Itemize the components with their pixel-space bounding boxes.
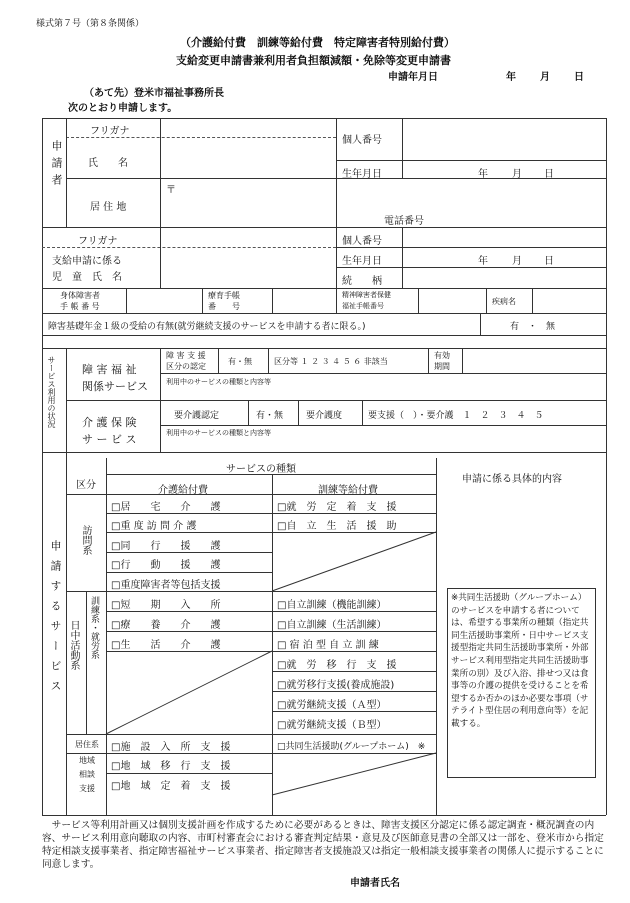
child-relation-label: 続 柄 <box>342 276 382 287</box>
checkbox-community-settlement[interactable]: □地 域 定 着 支 援 <box>111 781 231 792</box>
support-cert-line2: 区分の認定 <box>166 362 206 371</box>
day-activity-sub-label: 訓練系・就労系 <box>89 596 99 659</box>
applicant-section-label: 申請者 <box>50 140 63 191</box>
checkbox-living-care[interactable]: □生 活 介 護 <box>111 640 221 651</box>
applicant-my-number-label: 個人番号 <box>342 135 382 146</box>
validity-line1: 有効 <box>434 351 450 360</box>
child-birth-year: 年 <box>478 256 488 267</box>
checkbox-group-home[interactable]: □共同生活援助(グループホーム) ※ <box>277 742 426 752</box>
support-cert-line1: 障 害 支 援 <box>166 351 206 360</box>
services-section-label: 申請するサービス <box>49 540 62 700</box>
support-cert-yes-no: 有・無 <box>228 357 252 366</box>
welfare-in-use-label: 利用中のサービスの種類と内容等 <box>166 378 271 386</box>
checkbox-facility-admission[interactable]: □施 設 入 所 支 援 <box>111 742 231 753</box>
residence-category-label: 居住系 <box>75 740 99 749</box>
category-header: 区分 <box>76 480 96 491</box>
usage-section-label: サービス利用の状況 <box>47 356 56 428</box>
welfare-services-line2: 関係サービス <box>82 380 148 393</box>
child-furigana-label: フリガナ <box>78 236 118 247</box>
postal-mark: 〒 <box>166 185 176 196</box>
care-insurance-line1: 介 護 保 険 <box>82 416 137 429</box>
form-title-line1: （介護給付費 訓練等給付費 特定障害者特別給付費） <box>180 36 455 49</box>
applicant-birth-month: 月 <box>512 169 522 180</box>
physical-handbook-line2: 手 帳 番 号 <box>60 302 100 311</box>
welfare-services-line1: 障 害 福 祉 <box>82 363 137 376</box>
day-activity-category-label: 日中活動系 <box>68 620 79 670</box>
child-birth-day: 日 <box>544 256 554 267</box>
pension-options: 有 ・ 無 <box>510 322 556 332</box>
date-day: 日 <box>574 72 584 83</box>
checkbox-continued-employment-b[interactable]: □就労継続支援（Ｂ型） <box>277 720 387 731</box>
child-birth-date-label: 生年月日 <box>342 256 382 267</box>
checkbox-continued-employment-a[interactable]: □就労継続支援（Ａ型） <box>277 700 387 711</box>
checkbox-accompany-assist[interactable]: □同 行 援 護 <box>111 541 221 552</box>
applicant-birth-date-label: 生年月日 <box>342 169 382 180</box>
physical-handbook-line1: 身体障害者 <box>60 291 100 300</box>
form-number: 様式第７号（第８条関係） <box>36 19 145 29</box>
group-home-note: ※共同生活援助（グループホーム）のサービスを申請する者については、希望する事業所の種類（指定共同生活援助事業所・日中サービス支援型指定共同生活援助事業所・外部サービス利用型指定共同生活援助事業所の別）及び入浴、排せつ又は食事等の介護の提供を受けることを希望するか否かのほか必要な事項（サテライト型住居の利用意向等）を記載する。 <box>451 593 589 729</box>
visit-category-label: 訪問系 <box>80 525 91 555</box>
date-month: 月 <box>540 72 550 83</box>
disease-label: 疾病名 <box>492 297 516 306</box>
care-level-scale: 要支援（ ）・要介護 １ ２ ３ ４ ５ <box>368 411 544 421</box>
care-level-label: 要介護度 <box>306 411 343 421</box>
checkbox-short-stay[interactable]: □短 期 入 所 <box>111 600 221 611</box>
date-label: 申請年月日 <box>388 72 438 83</box>
mental-handbook-line2: 福祉手帳番号 <box>342 302 384 310</box>
checkbox-employment-transition-training[interactable]: □就労移行支援(養成施設) <box>277 680 395 691</box>
checkbox-medical-care[interactable]: □療 養 介 護 <box>111 620 221 631</box>
applicant-name-label: 氏 名 <box>88 158 128 169</box>
validity-line2: 期間 <box>434 362 450 371</box>
care-cert-label: 要介護認定 <box>174 411 220 421</box>
rehab-handbook-line2: 番 号 <box>208 302 240 311</box>
care-insurance-line2: サ ー ビ ス <box>82 433 137 446</box>
checkbox-residential-training[interactable]: □ 宿 泊 型 自 立 訓 練 <box>277 640 379 651</box>
training-benefits-header: 訓練等給付費 <box>318 485 378 496</box>
intro-text: 次のとおり申請します。 <box>68 103 178 114</box>
consult-category-line1: 地域 <box>79 756 95 765</box>
applicant-birth-year: 年 <box>478 169 488 180</box>
care-benefits-header: 介護給付費 <box>158 485 208 496</box>
service-types-header: サービスの種類 <box>226 464 296 475</box>
checkbox-severe-visit-care[interactable]: □重 度 訪 問 介 護 <box>111 521 197 532</box>
child-birth-month: 月 <box>512 256 522 267</box>
signature-label: 申請者氏名 <box>350 878 400 889</box>
child-label-line2: 児 童 氏 名 <box>52 272 122 283</box>
consult-category-line3: 支援 <box>79 784 95 793</box>
checkbox-comprehensive-support[interactable]: □重度障害者等包括支援 <box>111 580 221 591</box>
checkbox-functional-training[interactable]: □自立訓練（機能訓練） <box>277 600 387 611</box>
form-title-line2: 支給変更申請書兼利用者負担額減額・免除等変更申請書 <box>176 54 451 67</box>
care-cert-yes-no: 有・無 <box>256 411 284 421</box>
checkbox-community-transition[interactable]: □地 域 移 行 支 援 <box>111 761 231 772</box>
applicant-phone-label: 電話番号 <box>384 216 424 227</box>
applicant-birth-day: 日 <box>544 169 554 180</box>
applicant-furigana-label: フリガナ <box>90 126 130 137</box>
checkbox-employment-transition[interactable]: □就 労 移 行 支 援 <box>277 660 397 671</box>
checkbox-independent-living[interactable]: □自 立 生 活 援 助 <box>277 521 397 532</box>
checkbox-employment-retention[interactable]: □就 労 定 着 支 援 <box>277 502 397 513</box>
care-in-use-label: 利用中のサービスの種類と内容等 <box>166 429 271 437</box>
support-class-scale: 区分等 １ ２ ３ ４ ５ ６ 非該当 <box>274 357 388 366</box>
checkbox-home-care[interactable]: □居 宅 介 護 <box>111 502 221 513</box>
child-my-number-label: 個人番号 <box>342 236 382 247</box>
consult-category-line2: 相談 <box>79 770 95 779</box>
details-header: 申請に係る具体的内容 <box>462 474 562 485</box>
pension-question: 障害基礎年金１級の受給の有無(就労継続支援のサービスを申請する者に限る。) <box>48 322 366 332</box>
applicant-address-label: 居 住 地 <box>90 202 127 213</box>
rehab-handbook-line1: 療育手帳 <box>208 291 240 300</box>
consent-text: サービス等利用計画又は個別支援計画を作成するために必要があるときは、障害支援区分認定に係る認定調査・概況調査の内容、サービス利用意向聴取の内容、市町村審査会における審査判定結果・意見及び医師意見書の全部又は一部を、登米市から指定特定相談支援事業者、指定障害福祉サービス事業者、指定障害者支援施設又は指定一般相談支援事業者の関係人に提示することに同意します。 <box>42 820 604 870</box>
child-label-line1: 支給申請に係る <box>52 256 122 267</box>
checkbox-life-training[interactable]: □自立訓練（生活訓練） <box>277 620 387 631</box>
checkbox-behavior-assist[interactable]: □行 動 援 護 <box>111 560 221 571</box>
date-year: 年 <box>506 72 516 83</box>
addressee: （あて先）登米市福祉事務所長 <box>84 88 224 99</box>
mental-handbook-line1: 精神障害者保健 <box>342 291 391 299</box>
